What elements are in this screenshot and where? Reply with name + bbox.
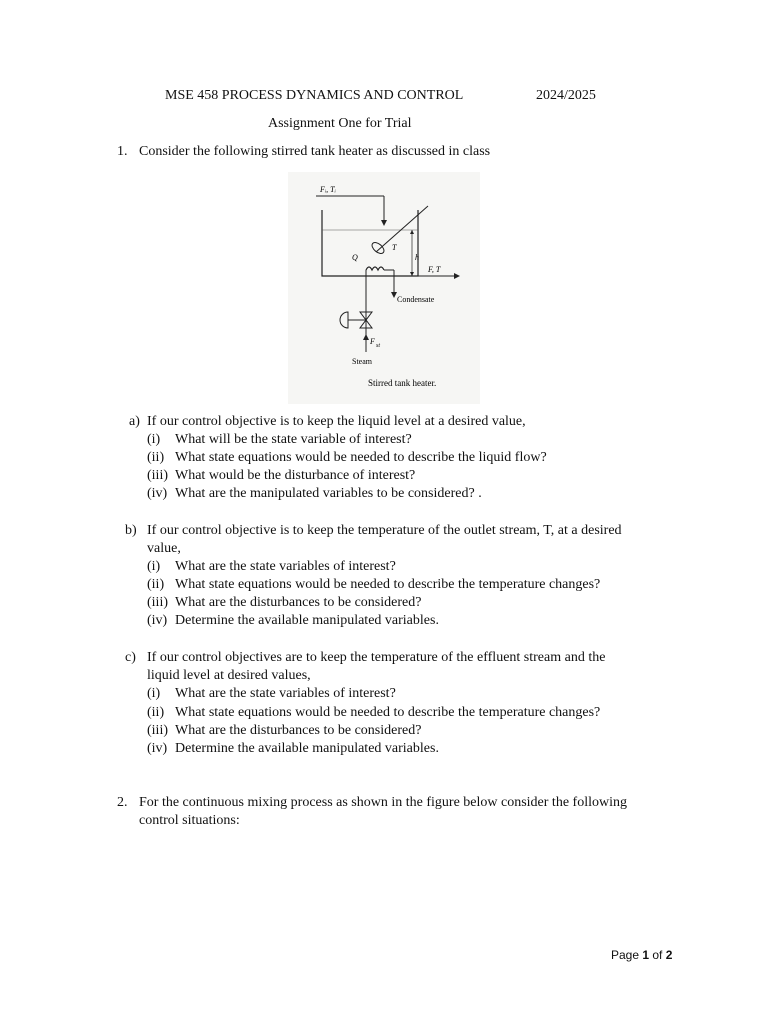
q1-number: 1. (117, 144, 128, 159)
page-of: of (649, 948, 666, 962)
part-b-item-3-num: (iii) (147, 595, 168, 610)
part-c-item-1-num: (i) (147, 686, 161, 701)
academic-session: 2024/2025 (536, 88, 596, 103)
stirred-tank-diagram (288, 172, 480, 404)
part-b-text-line2: value, (147, 541, 181, 556)
outlet-label: F, T (428, 265, 441, 274)
part-a-item-1-num: (i) (147, 432, 161, 447)
page-total: 2 (665, 948, 673, 962)
part-c-item-3-num: (iii) (147, 723, 168, 738)
steam-flow-subscript: st (376, 343, 381, 349)
part-b-item-2-num: (ii) (147, 577, 165, 592)
page-footer (611, 948, 672, 962)
part-a-item-1-text: What will be the state variable of interest? (175, 432, 412, 447)
heat-label: Q (352, 253, 358, 262)
q2-text-line1: For the continuous mixing process as shown in the figure below consider the following (139, 795, 627, 810)
condensate-label: Condensate (397, 295, 435, 304)
part-b-item-3-text: What are the disturbances to be considered? (175, 595, 422, 610)
part-c-item-3-text: What are the disturbances to be considered? (175, 723, 422, 738)
part-c-label: c) (125, 650, 136, 665)
part-c-item-4-text: Determine the available manipulated variables. (175, 741, 439, 756)
part-b-item-1-num: (i) (147, 559, 161, 574)
assignment-subtitle: Assignment One for Trial (268, 116, 412, 131)
part-c-item-2-num: (ii) (147, 705, 165, 720)
part-a-item-2-num: (ii) (147, 450, 165, 465)
q1-text: Consider the following stirred tank heater as discussed in class (139, 144, 491, 159)
level-label: h (415, 253, 419, 262)
part-b-item-4-text: Determine the available manipulated variables. (175, 613, 439, 628)
steam-label: Steam (352, 357, 372, 366)
part-a-item-3-text: What would be the disturbance of interest? (175, 468, 416, 483)
temp-label: T (392, 243, 397, 252)
steam-flow-label: F (370, 337, 375, 346)
part-a-text: If our control objective is to keep the liquid level at a desired value, (147, 414, 526, 429)
part-b-item-4-num: (iv) (147, 613, 168, 628)
part-a-item-4-text: What are the manipulated variables to be considered? . (175, 486, 482, 501)
part-b-label: b) (125, 523, 137, 538)
part-a-item-2-text: What state equations would be needed to describe the liquid flow? (175, 450, 547, 465)
stirred-tank-heater-figure (288, 172, 480, 404)
part-c-text-line2: liquid level at desired values, (147, 668, 311, 683)
part-b-text-line1: If our control objective is to keep the temperature of the outlet stream, T, at a desired (147, 523, 622, 538)
part-c-text-line1: If our control objectives are to keep the temperature of the effluent stream and the (147, 650, 606, 665)
course-title: MSE 458 PROCESS DYNAMICS AND CONTROL (165, 88, 464, 103)
figure-caption: Stirred tank heater. (368, 378, 437, 388)
q2-number: 2. (117, 795, 128, 810)
page-prefix: Page (611, 948, 643, 962)
part-c-item-2-text: What state equations would be needed to describe the temperature changes? (175, 705, 601, 720)
part-b-item-2-text: What state equations would be needed to describe the temperature changes? (175, 577, 601, 592)
part-c-item-1-text: What are the state variables of interest? (175, 686, 396, 701)
part-b-item-1-text: What are the state variables of interest? (175, 559, 396, 574)
part-a-item-4-num: (iv) (147, 486, 168, 501)
q2-text-line2: control situations: (139, 813, 240, 828)
page-current: 1 (642, 948, 650, 962)
part-c-item-4-num: (iv) (147, 741, 168, 756)
inlet-label: Fᵢ, Tᵢ (320, 185, 336, 194)
part-a-item-3-num: (iii) (147, 468, 168, 483)
part-a-label: a) (129, 414, 140, 429)
